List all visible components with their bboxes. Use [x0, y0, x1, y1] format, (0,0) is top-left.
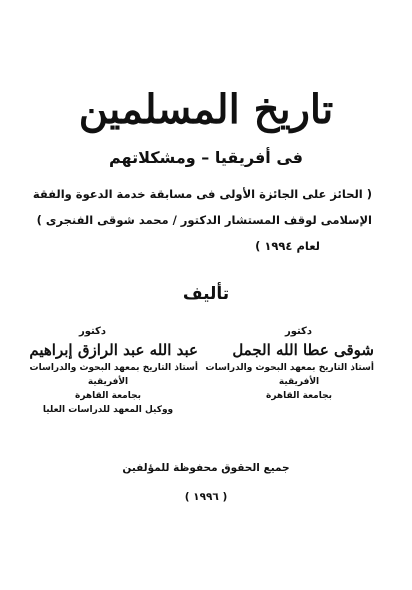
author-2-affiliation-line: بجامعة القاهرة [75, 391, 141, 401]
book-title: تاريخ المسلمين [78, 86, 334, 133]
author-2-affiliation-line: ووكيل المعهد للدراسات العليا [42, 405, 174, 415]
author-2-affiliation-line: أستاذ التاريخ بمعهد البحوث والدراسات [29, 363, 198, 373]
copyright-note: جميع الحقوق محفوظة للمؤلفين [122, 462, 290, 474]
prize-note [32, 181, 372, 259]
author-1 [205, 325, 374, 403]
author-1-affiliation-line: الأفريقية [278, 377, 320, 387]
book-subtitle: فى أفريقيا – ومشكلاتهم [108, 148, 304, 167]
author-1-name: شوقى عطا الله الجمل [232, 341, 374, 359]
author-1-degree: دكتور [284, 326, 312, 337]
prize-note-line-1: ( الحائز على الجائزة الأولى فى مسابقة خدمة الدعوة والفقة [32, 187, 372, 201]
author-2-degree: دكتور [78, 326, 106, 337]
prize-note-line-3: لعام ١٩٩٤ ) [255, 239, 320, 253]
authored-by-label: تأليف [182, 284, 230, 304]
publication-year: ( ١٩٩٦ ) [184, 491, 228, 503]
author-2 [18, 325, 198, 417]
author-1-affiliation-line: أستاذ التاريخ بمعهد البحوث والدراسات [205, 363, 374, 373]
author-2-affiliation-line: الأفريقية [87, 377, 129, 387]
author-2-name: عبد الله عبد الرازق إبراهيم [29, 341, 198, 359]
author-1-affiliation-line: بجامعة القاهرة [266, 391, 332, 401]
prize-note-line-2: الإسلامى لوقف المستشار الدكتور / محمد شوقى الفنجرى ) [36, 213, 372, 227]
